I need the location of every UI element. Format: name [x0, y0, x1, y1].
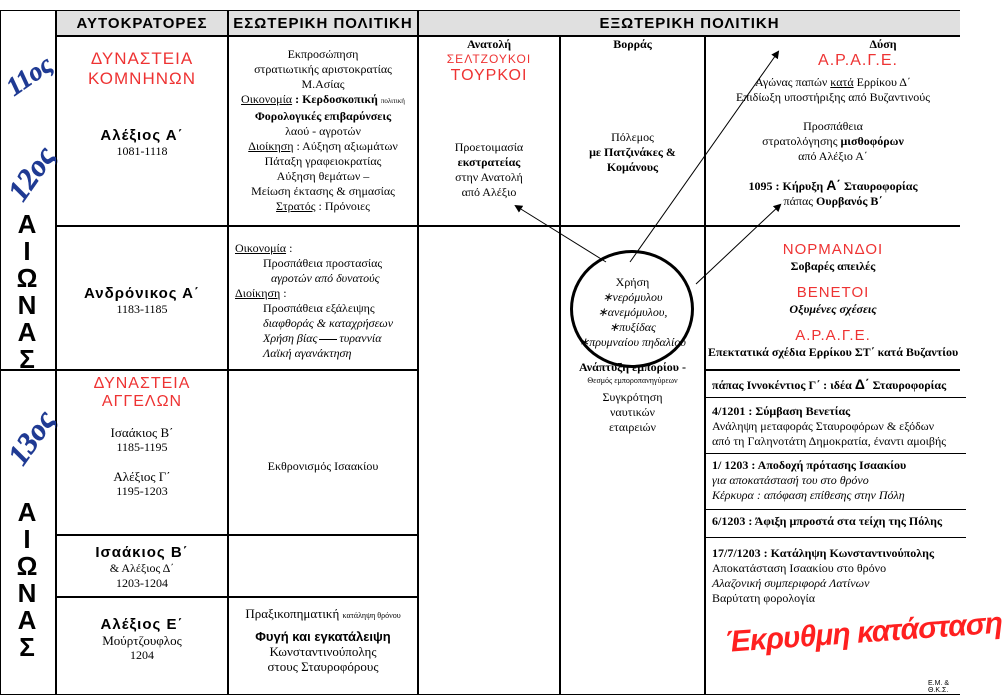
text-line: στους Σταυροφόρους	[267, 659, 379, 674]
text-line: Επεκτατικά σχέδια Ερρίκου ΣΤ΄ κατά Βυζαντίου	[708, 345, 959, 359]
normans-label: ΝΟΡΜΑΝΔΟΙ	[782, 241, 884, 258]
text-line: Φορολογικές επιβαρύνσεις	[254, 109, 392, 123]
alexios-e-year: 1204	[130, 648, 154, 662]
text-line: Λαϊκή αγανάκτηση	[263, 346, 352, 360]
emperor-alexios-a: Αλέξιος Α΄	[100, 127, 184, 144]
angeloi-dynasty-1: ΔΥΝΑΣΤΕΙΑ	[93, 375, 191, 392]
header-emperors-text: ΑΥΤΟΚΡΑΤΟΡΕΣ	[76, 14, 208, 32]
east-title: Ανατολή	[466, 37, 512, 51]
army-label: Στρατός	[276, 199, 316, 213]
crusade-number: Α΄	[826, 177, 841, 193]
administration-label: Διοίκηση	[248, 139, 294, 153]
text-line: κατά	[830, 75, 854, 89]
text-line: Ερρίκου Δ΄	[853, 75, 911, 89]
signature: Ε.Μ. & Θ.Κ.Σ.	[928, 680, 950, 694]
text-line: Εκθρονισμός Ισαακίου	[267, 459, 379, 473]
venetians-label: ΒΕΝΕΤΟΙ	[796, 284, 870, 301]
text-line: για αποκατάστασή του στο θρόνο	[712, 473, 869, 487]
century-13: 13ος	[1, 404, 63, 472]
text-line: ∗πρυμναίου πηδαλίου	[579, 335, 686, 349]
text-line: διαφθοράς & καταχρήσεων	[263, 316, 394, 330]
text-line: 6/1203 :	[712, 514, 755, 528]
aionas-letter: Ν	[17, 578, 37, 608]
text-line: Κέρκυρα : απόφαση επίθεσης στην Πόλη	[712, 488, 905, 502]
text-line: αγροτών από δυνατούς	[271, 271, 380, 285]
text-line: από Αλέξιο Α΄	[798, 149, 868, 163]
text-line: πάπας Ιννοκέντιος Γ΄ : ιδέα	[712, 378, 855, 392]
text-line: εκστρατείας	[457, 155, 521, 169]
text-line: Προετοιμασία	[454, 140, 524, 154]
text-line: Αύξηση θεμάτων –	[276, 169, 370, 183]
aionas-letter: Ω	[16, 551, 38, 581]
text-line: :	[286, 241, 293, 255]
arrow-north-to-west	[630, 52, 778, 262]
text-line: λαού - αγροτών	[285, 124, 361, 138]
text-line: 4/1201 :	[712, 404, 756, 418]
text-line: Σύμβαση Βενετίας	[755, 404, 851, 418]
text-line: Κωνσταντινούπολης	[269, 644, 377, 659]
text-line: στρατολόγησης	[762, 134, 841, 148]
text-line: Κομάνους	[606, 160, 659, 174]
text-line: Ανάληψη μεταφοράς Σταυροφόρων & εξόδων	[712, 419, 935, 433]
angeloi-dynasty-2: ΑΓΓΕΛΩΝ	[101, 393, 183, 410]
isaac-alexios-years: 1203-1204	[116, 576, 168, 590]
text-line: Φυγή και εγκατάλειψη	[255, 629, 391, 644]
text-line: : Κερδοσκοπική	[292, 92, 381, 106]
aionas-letter: Σ	[19, 632, 35, 662]
arage-label: Α.Ρ.Α.Γ.Ε.	[818, 52, 898, 69]
komnenoi-dynasty-2: ΚΟΜΝΗΝΩΝ	[87, 69, 197, 88]
emperor-isaac-b-2: Ισαάκιος Β΄	[95, 544, 189, 561]
aionas-letter: Α	[17, 497, 37, 527]
text-line: 1095 : Κήρυξη	[748, 179, 827, 193]
text-line: με Πατζινάκες &	[589, 145, 676, 159]
aionas-letter: Ω	[16, 263, 38, 293]
mourtzouphlos: Μούρτζουφλος	[102, 633, 182, 648]
text-line: Πραξικοπηματική	[245, 606, 343, 621]
crusade-number: Δ΄	[854, 376, 870, 392]
text-line: στρατιωτικής αριστοκρατίας	[254, 62, 392, 76]
text-line: Προσπάθεια	[803, 119, 863, 133]
komnenoi-dynasty-1: ΔΥΝΑΣΤΕΙΑ	[90, 49, 194, 68]
header-external-text: ΕΞΩΤΕΡΙΚΗ ΠΟΛΙΤΙΚΗ	[599, 14, 780, 32]
text-line: Σταυροφορίας	[869, 378, 947, 392]
aionas-letter: Ι	[23, 524, 31, 554]
text-line: 17/7/1203 :	[712, 546, 771, 560]
north-title: Βορράς	[613, 37, 652, 51]
text-line: μισθοφόρων	[840, 134, 904, 148]
aionas-letter: Α	[17, 209, 37, 239]
isaac-b-years: 1185-1195	[116, 440, 168, 454]
text-line: από τη Γαληνοτάτη Δημοκρατία, έναντι αμοιβής	[712, 434, 947, 448]
text-line: Συγκρότηση	[602, 390, 663, 404]
text-line: Κατάληψη Κωνσταντινούπολης	[770, 546, 935, 560]
text-small: κατάληψη θρόνου	[342, 611, 401, 620]
text-line: Αγώνας παπών	[755, 75, 831, 89]
text-line: Ανάπτυξη εμπορίου -	[579, 360, 686, 374]
header-internal-text: ΕΣΩΤΕΡΙΚΗ ΠΟΛΙΤΙΚΗ	[233, 14, 413, 32]
text-line: Αποδοχή πρότασης Ισαακίου	[757, 458, 907, 472]
andronikos-years: 1183-1185	[116, 302, 168, 316]
alexios-c-years: 1195-1203	[116, 484, 168, 498]
aionas-letter: Σ	[19, 344, 35, 374]
emperor-alexios-c: Αλέξιος Γ΄	[113, 469, 171, 484]
seljuks-label: ΣΕΛΤΖΟΥΚΟΙ	[446, 52, 532, 66]
text-line: Αποκατάσταση Ισαακίου στο θρόνο	[712, 561, 887, 575]
text-line: Προσπάθεια εξάλειψης	[263, 301, 375, 315]
century-11: 11ος	[0, 49, 58, 102]
text-line: Προσπάθεια προστασίας	[263, 256, 383, 270]
economy-label: Οικονομία	[235, 241, 287, 255]
administration-label: Διοίκηση	[235, 286, 281, 300]
text-line: Σοβαρές απειλές	[790, 259, 876, 273]
turbulent-situation-banner: Έκρυθμη κατάσταση	[724, 606, 1004, 659]
alexios-a-years: 1081-1118	[116, 144, 168, 158]
arrow-north-to-east	[516, 206, 606, 262]
emperor-andronikos: Ανδρόνικος Α΄	[84, 285, 200, 302]
text-line: Βαρύτατη φορολογία	[712, 591, 815, 605]
text-line: : Πρόνοιες	[315, 199, 370, 213]
text-line: πάπας	[783, 194, 816, 208]
text-line: Επιδίωξη υποστήριξης από Βυζαντινούς	[736, 90, 930, 104]
text-line: Πόλεμος	[611, 130, 654, 144]
text-line: τυραννία	[339, 331, 382, 345]
text-line: : Αύξηση αξιωμάτων	[293, 139, 398, 153]
text-line: Πάταξη γραφειοκρατίας	[264, 154, 382, 168]
text-line: Χρήση	[615, 275, 650, 289]
text-line: στην Ανατολή	[455, 170, 523, 184]
text-line: Άφιξη μπροστά στα τείχη της Πόλης	[754, 514, 943, 528]
west-title: Δύση	[869, 37, 897, 51]
arrow-north-to-pope	[696, 205, 780, 284]
century-12: 12ος	[1, 140, 63, 208]
text-line: Εκπροσώπηση	[287, 47, 359, 61]
text-line: Σταυροφορίας	[840, 179, 918, 193]
aionas-letter: Ν	[17, 290, 37, 320]
text-line: Θεσμός εμποροπανηγύρεων	[587, 376, 678, 385]
text-line: 1/ 1203 :	[712, 458, 758, 472]
text-line: Οξυμένες σχέσεις	[789, 302, 877, 316]
aionas-letter: Α	[17, 605, 37, 635]
text-line: Ουρβανός Β΄	[816, 194, 883, 208]
text-line: ναυτικών	[610, 405, 655, 419]
text-line: ∗ανεμόμυλου,	[597, 305, 668, 319]
text-line: ∗πυξίδας	[609, 320, 656, 334]
economy-label: Οικονομία	[241, 92, 293, 106]
text-line: Χρήση βίας	[263, 331, 318, 345]
text-line: εταιρειών	[609, 420, 656, 434]
text-line: από Αλέξιο	[461, 185, 517, 199]
turks-label: ΤΟΥΡΚΟΙ	[450, 67, 528, 84]
emperor-alexios-e: Αλέξιος Ε΄	[100, 616, 184, 633]
text-small: πολιτική	[380, 97, 405, 105]
emperor-isaac-b: Ισαάκιος Β΄	[110, 425, 174, 440]
aionas-letter: Ι	[23, 236, 31, 266]
with-alexios-d: & Αλέξιος Δ΄	[109, 561, 175, 575]
text-line: :	[280, 286, 287, 300]
text-line: Αλαζονική συμπεριφορά Λατίνων	[712, 576, 870, 590]
text-line: Μείωση έκτασης & σημασίας	[251, 184, 395, 198]
text-line: Μ.Ασίας	[301, 77, 345, 91]
arage-label: Α.Ρ.Α.Γ.Ε.	[795, 327, 871, 344]
text-line: ∗νερόμυλου	[602, 290, 663, 304]
aionas-letter: Α	[17, 317, 37, 347]
